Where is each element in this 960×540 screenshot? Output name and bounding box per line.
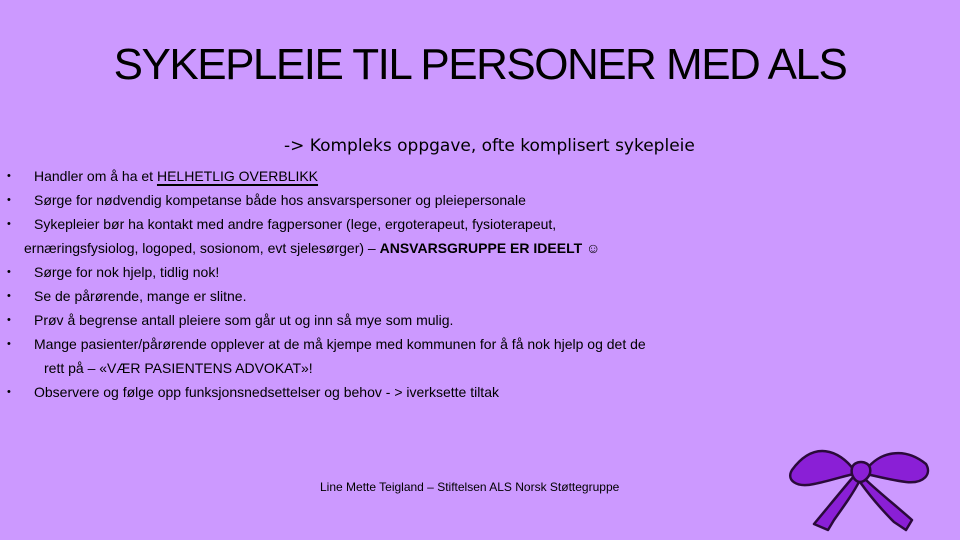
bullet-marker: • [7,314,11,326]
emphasis-text: ANSVARSGRUPPE ER IDEELT [379,240,583,256]
bullet-item: Prøv å begrense antall pleiere som går ut og inn så mye som mulig. [34,312,454,328]
bullet-marker: • [7,194,11,206]
bullet-item: Se de pårørende, mange er slitne. [34,288,247,304]
bullet-marker: • [7,170,11,182]
bullet-marker: • [7,386,11,398]
bullet-marker: • [7,338,11,350]
bullet-marker: • [7,290,11,302]
footer-credit: Line Mette Teigland – Stiftelsen ALS Norsk Støttegruppe [320,480,620,494]
smiley-icon: ☺ [586,240,601,256]
bullet-marker: • [7,266,11,278]
bullet-continuation: ernæringsfysiolog, logoped, sosionom, evt sjelesørger) – ANSVARSGRUPPE ER IDEELT ☺ [24,240,601,256]
bullet-item: Observere og følge opp funksjonsnedsettelser og behov - > iverksette tiltak [34,384,499,400]
bullet-item: Sørge for nok hjelp, tidlig nok! [34,264,220,280]
bullet-item: Handler om å ha et HELHETLIG OVERBLIKK [34,168,319,184]
bullet-item: Mange pasienter/pårørende opplever at de må kjempe med kommunen for å få nok hjelp og det de [34,336,646,352]
bullet-item: Sørge for nødvendig kompetanse både hos ansvarspersoner og pleiepersonale [34,192,526,208]
bullet-item: Sykepleier bør ha kontakt med andre fagpersoner (lege, ergoterapeut, fysioterapeut, [34,216,557,232]
slide-subtitle: -> Kompleks oppgave, ofte komplisert sykepleie [284,136,695,156]
awareness-bow-ribbon-icon [784,440,934,532]
bullet-marker: • [7,218,11,230]
slide-title: SYKEPLEIE TIL PERSONER MED ALS [113,40,847,89]
bullet-continuation: rett på – «VÆR PASIENTENS ADVOKAT»! [44,360,313,376]
emphasis-text: HELHETLIG OVERBLIKK [156,168,319,184]
